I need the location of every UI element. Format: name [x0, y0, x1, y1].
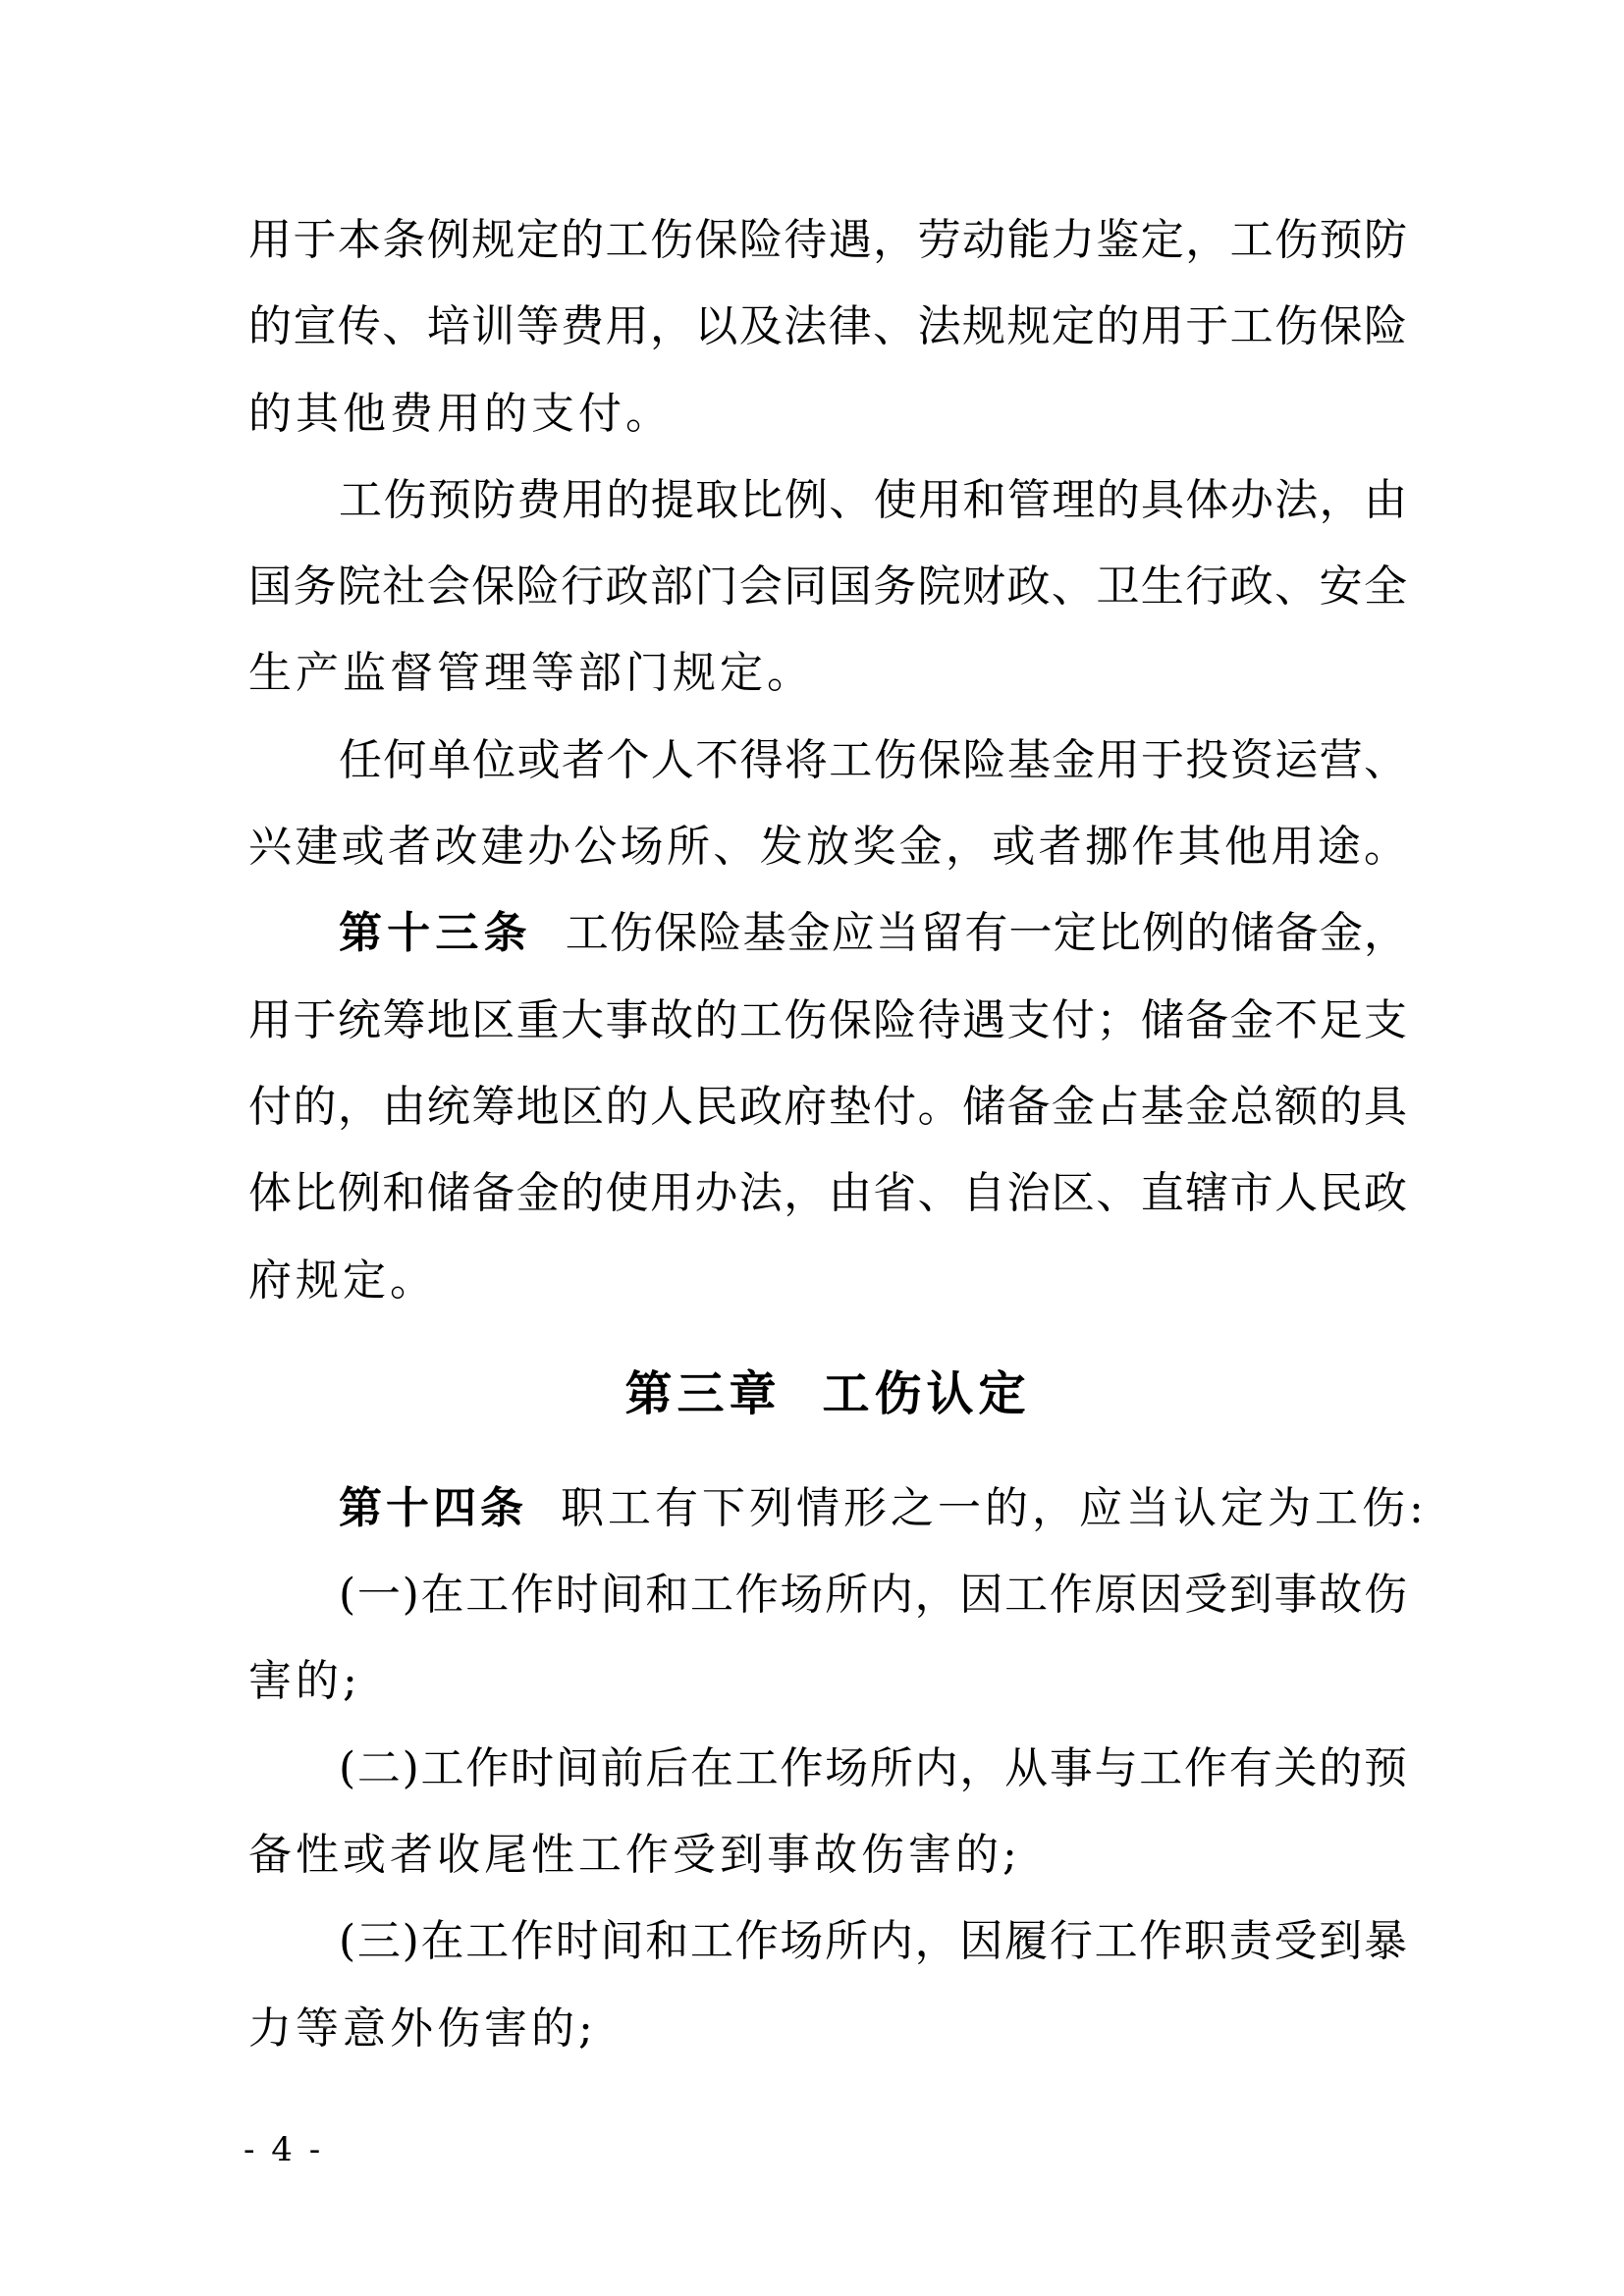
line-text: 任何单位或者个人不得将工伤保险基金用于投资运营、 — [339, 734, 1407, 785]
line-text: 职工有下列情形之一的，应当认定为工伤: — [561, 1482, 1428, 1533]
chapter-title: 工伤认定 — [822, 1367, 1031, 1420]
line-text: 用于本条例规定的工伤保险待遇，劳动能力鉴定，工伤预防 — [248, 215, 1407, 265]
page-number: - 4 - — [244, 2130, 324, 2169]
line-text: 付的，由统筹地区的人民政府垫付。储备金占基金总额的具 — [248, 1081, 1407, 1132]
article-14-line — [248, 1466, 1428, 1552]
text-line — [248, 1150, 1407, 1237]
line-text: 工伤预防费用的提取比例、使用和管理的具体办法，由 — [339, 474, 1407, 525]
line-text: 体比例和储备金的使用办法，由省、自治区、直辖市人民政 — [248, 1168, 1407, 1219]
line-text: 兴建或者改建办公场所、发放奖金，或者挪作其他用途。 — [248, 822, 1407, 873]
line-text: 工伤保险基金应当留有一定比例的储备金， — [565, 908, 1408, 959]
line-text: 府规定。 — [248, 1255, 437, 1306]
text-line — [248, 544, 1407, 630]
text-line — [248, 1726, 1407, 1812]
article-13-number: 第十三条 — [339, 909, 532, 958]
text-line — [248, 630, 1407, 717]
line-text: 的其他费用的支付。 — [248, 388, 673, 439]
text-line — [248, 1064, 1407, 1150]
line-text: 生产监督管理等部门规定。 — [248, 648, 814, 699]
line-text: 备性或者收尾性工作受到事故伤害的; — [248, 1830, 1021, 1881]
text-line — [248, 804, 1407, 890]
text-line — [248, 1638, 1407, 1725]
text-line — [248, 457, 1407, 544]
text-line — [248, 978, 1407, 1064]
text-line — [248, 1812, 1407, 1898]
line-text: 用于统筹地区重大事故的工伤保险待遇支付；储备金不足支 — [248, 994, 1407, 1045]
document-body — [248, 197, 1428, 2072]
text-line — [248, 1238, 1407, 1324]
line-text: 力等意外伤害的; — [248, 2002, 597, 2054]
line-text: 害的; — [248, 1656, 361, 1707]
line-text: (一)在工作时间和工作场所内，因工作原因受到事故伤 — [339, 1570, 1407, 1621]
text-line — [248, 718, 1407, 804]
line-text: 的宣传、培训等费用，以及法律、法规规定的用于工伤保险 — [248, 301, 1407, 352]
text-line — [248, 371, 1407, 457]
text-line — [248, 284, 1407, 370]
article-13-line — [248, 890, 1407, 977]
line-text: 国务院社会保险行政部门会同国务院财政、卫生行政、安全 — [248, 561, 1407, 613]
chapter-heading — [248, 1324, 1407, 1466]
article-14-number: 第十四条 — [339, 1483, 527, 1532]
text-line — [248, 1898, 1407, 1985]
line-text: (二)工作时间前后在工作场所内，从事与工作有关的预 — [339, 1742, 1407, 1793]
line-text: (三)在工作时间和工作场所内，因履行工作职责受到暴 — [339, 1916, 1407, 1967]
text-line — [248, 1552, 1407, 1638]
text-line — [248, 1986, 1407, 2072]
chapter-number: 第三章 — [624, 1367, 782, 1420]
text-line — [248, 197, 1407, 284]
